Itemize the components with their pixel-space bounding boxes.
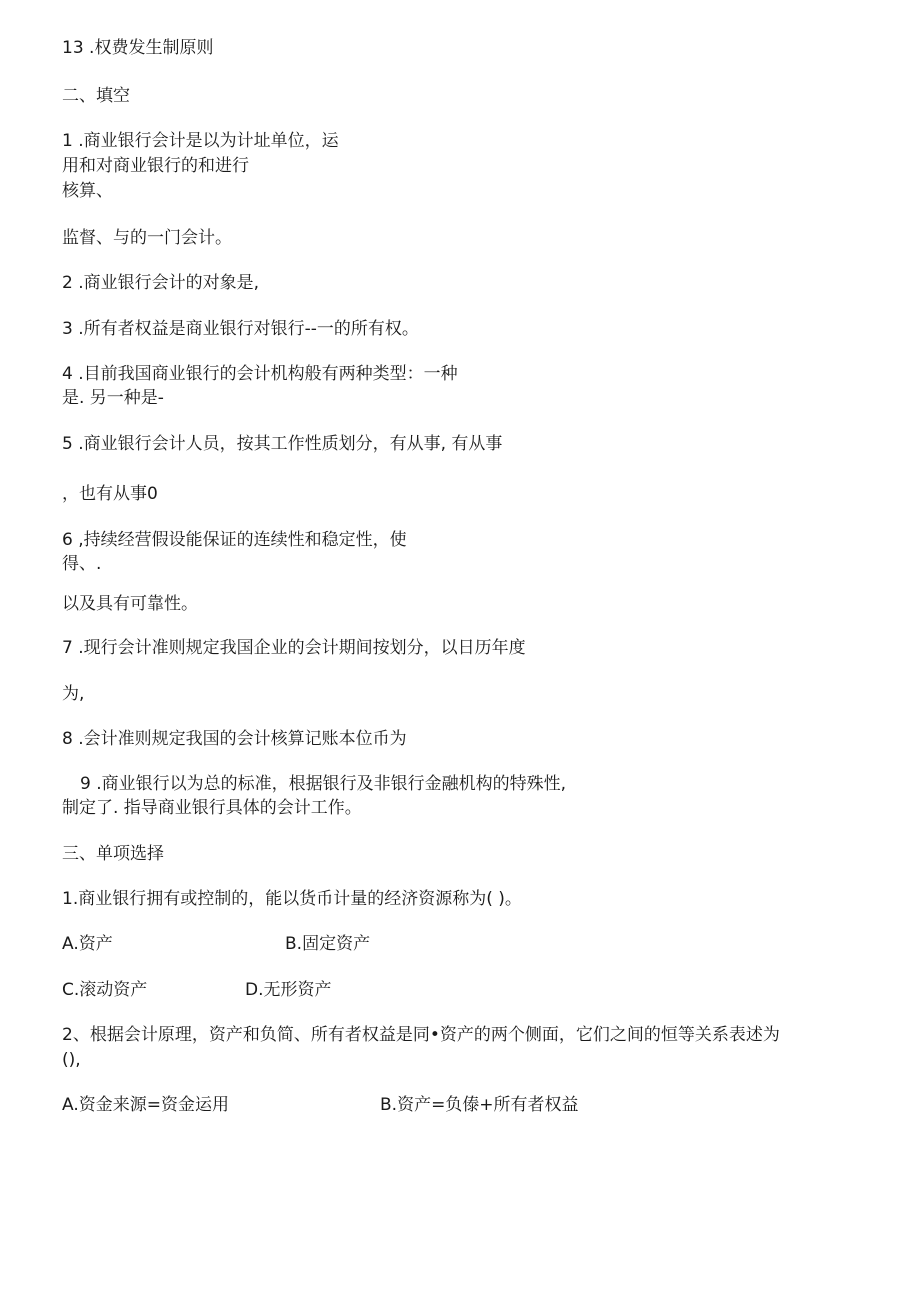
fill-q6-line2: 得、.	[62, 554, 102, 574]
item-13-line: 13 .权费发生制原则	[62, 38, 214, 58]
fill-q4-line1: 4 .目前我国商业银行的会计机构般有两种类型：一种	[62, 364, 458, 384]
fill-q8: 8 .会计准则规定我国的会计核算记账本位币为	[62, 729, 407, 749]
fill-q7-line2: 为,	[62, 684, 85, 704]
choice-q2-line2: (),	[62, 1050, 81, 1070]
fill-q6-line3: 以及具有可靠性。	[62, 594, 198, 614]
fill-q1-line1: 1 .商业银行会计是以为计址单位，运	[62, 131, 339, 151]
section-fill-blank-heading: 二、填空	[62, 86, 130, 106]
choice-q2-option-a: A.资金来源=资金运用	[62, 1095, 229, 1115]
choice-q1-option-b: B.固定资产	[285, 934, 371, 954]
fill-q9-line2: 制定了. 指导商业银行具体的会计工作。	[62, 798, 362, 818]
fill-q7-line1: 7 .现行会计准则规定我国企业的会计期间按划分，以日历年度	[62, 638, 526, 658]
fill-q5-line2: ，也有从事0	[62, 484, 158, 504]
choice-q2-option-b: B.资产=负傣+所有者权益	[380, 1095, 579, 1115]
fill-q2: 2 .商业银行会计的对象是,	[62, 273, 260, 293]
fill-q1-line2: 用和对商业银行的和进行	[62, 156, 249, 176]
fill-q5-line1: 5 .商业银行会计人员，按其工作性质划分，有从事, 有从事	[62, 434, 503, 454]
fill-q6-line1: 6 ,持续经营假设能保证的连续性和稳定性，使	[62, 530, 407, 550]
fill-q3: 3 .所有者权益是商业银行对银行--一的所有权。	[62, 319, 419, 339]
choice-q2-line1: 2、根据会计原理，资产和负简、所有者权益是同•资产的两个侧面，它们之间的恒等关系表述为	[62, 1025, 780, 1045]
choice-q1-option-d: D.无形资产	[245, 980, 332, 1000]
fill-q9-line1: 9 .商业银行以为总的标准，根据银行及非银行金融机构的特殊性,	[80, 774, 567, 794]
fill-q4-line2: 是. 另一种是-	[62, 388, 164, 408]
fill-q1-line3: 核算、	[62, 181, 113, 201]
section-single-choice-heading: 三、单项选择	[62, 844, 164, 864]
choice-q1-option-a: A.资产	[62, 934, 113, 954]
choice-q1-option-c: C.滚动资产	[62, 980, 148, 1000]
fill-q1-line4: 监督、与的一门会计。	[62, 228, 232, 248]
choice-q1: 1.商业银行拥有或控制的，能以货币计量的经济资源称为( )。	[62, 889, 522, 909]
